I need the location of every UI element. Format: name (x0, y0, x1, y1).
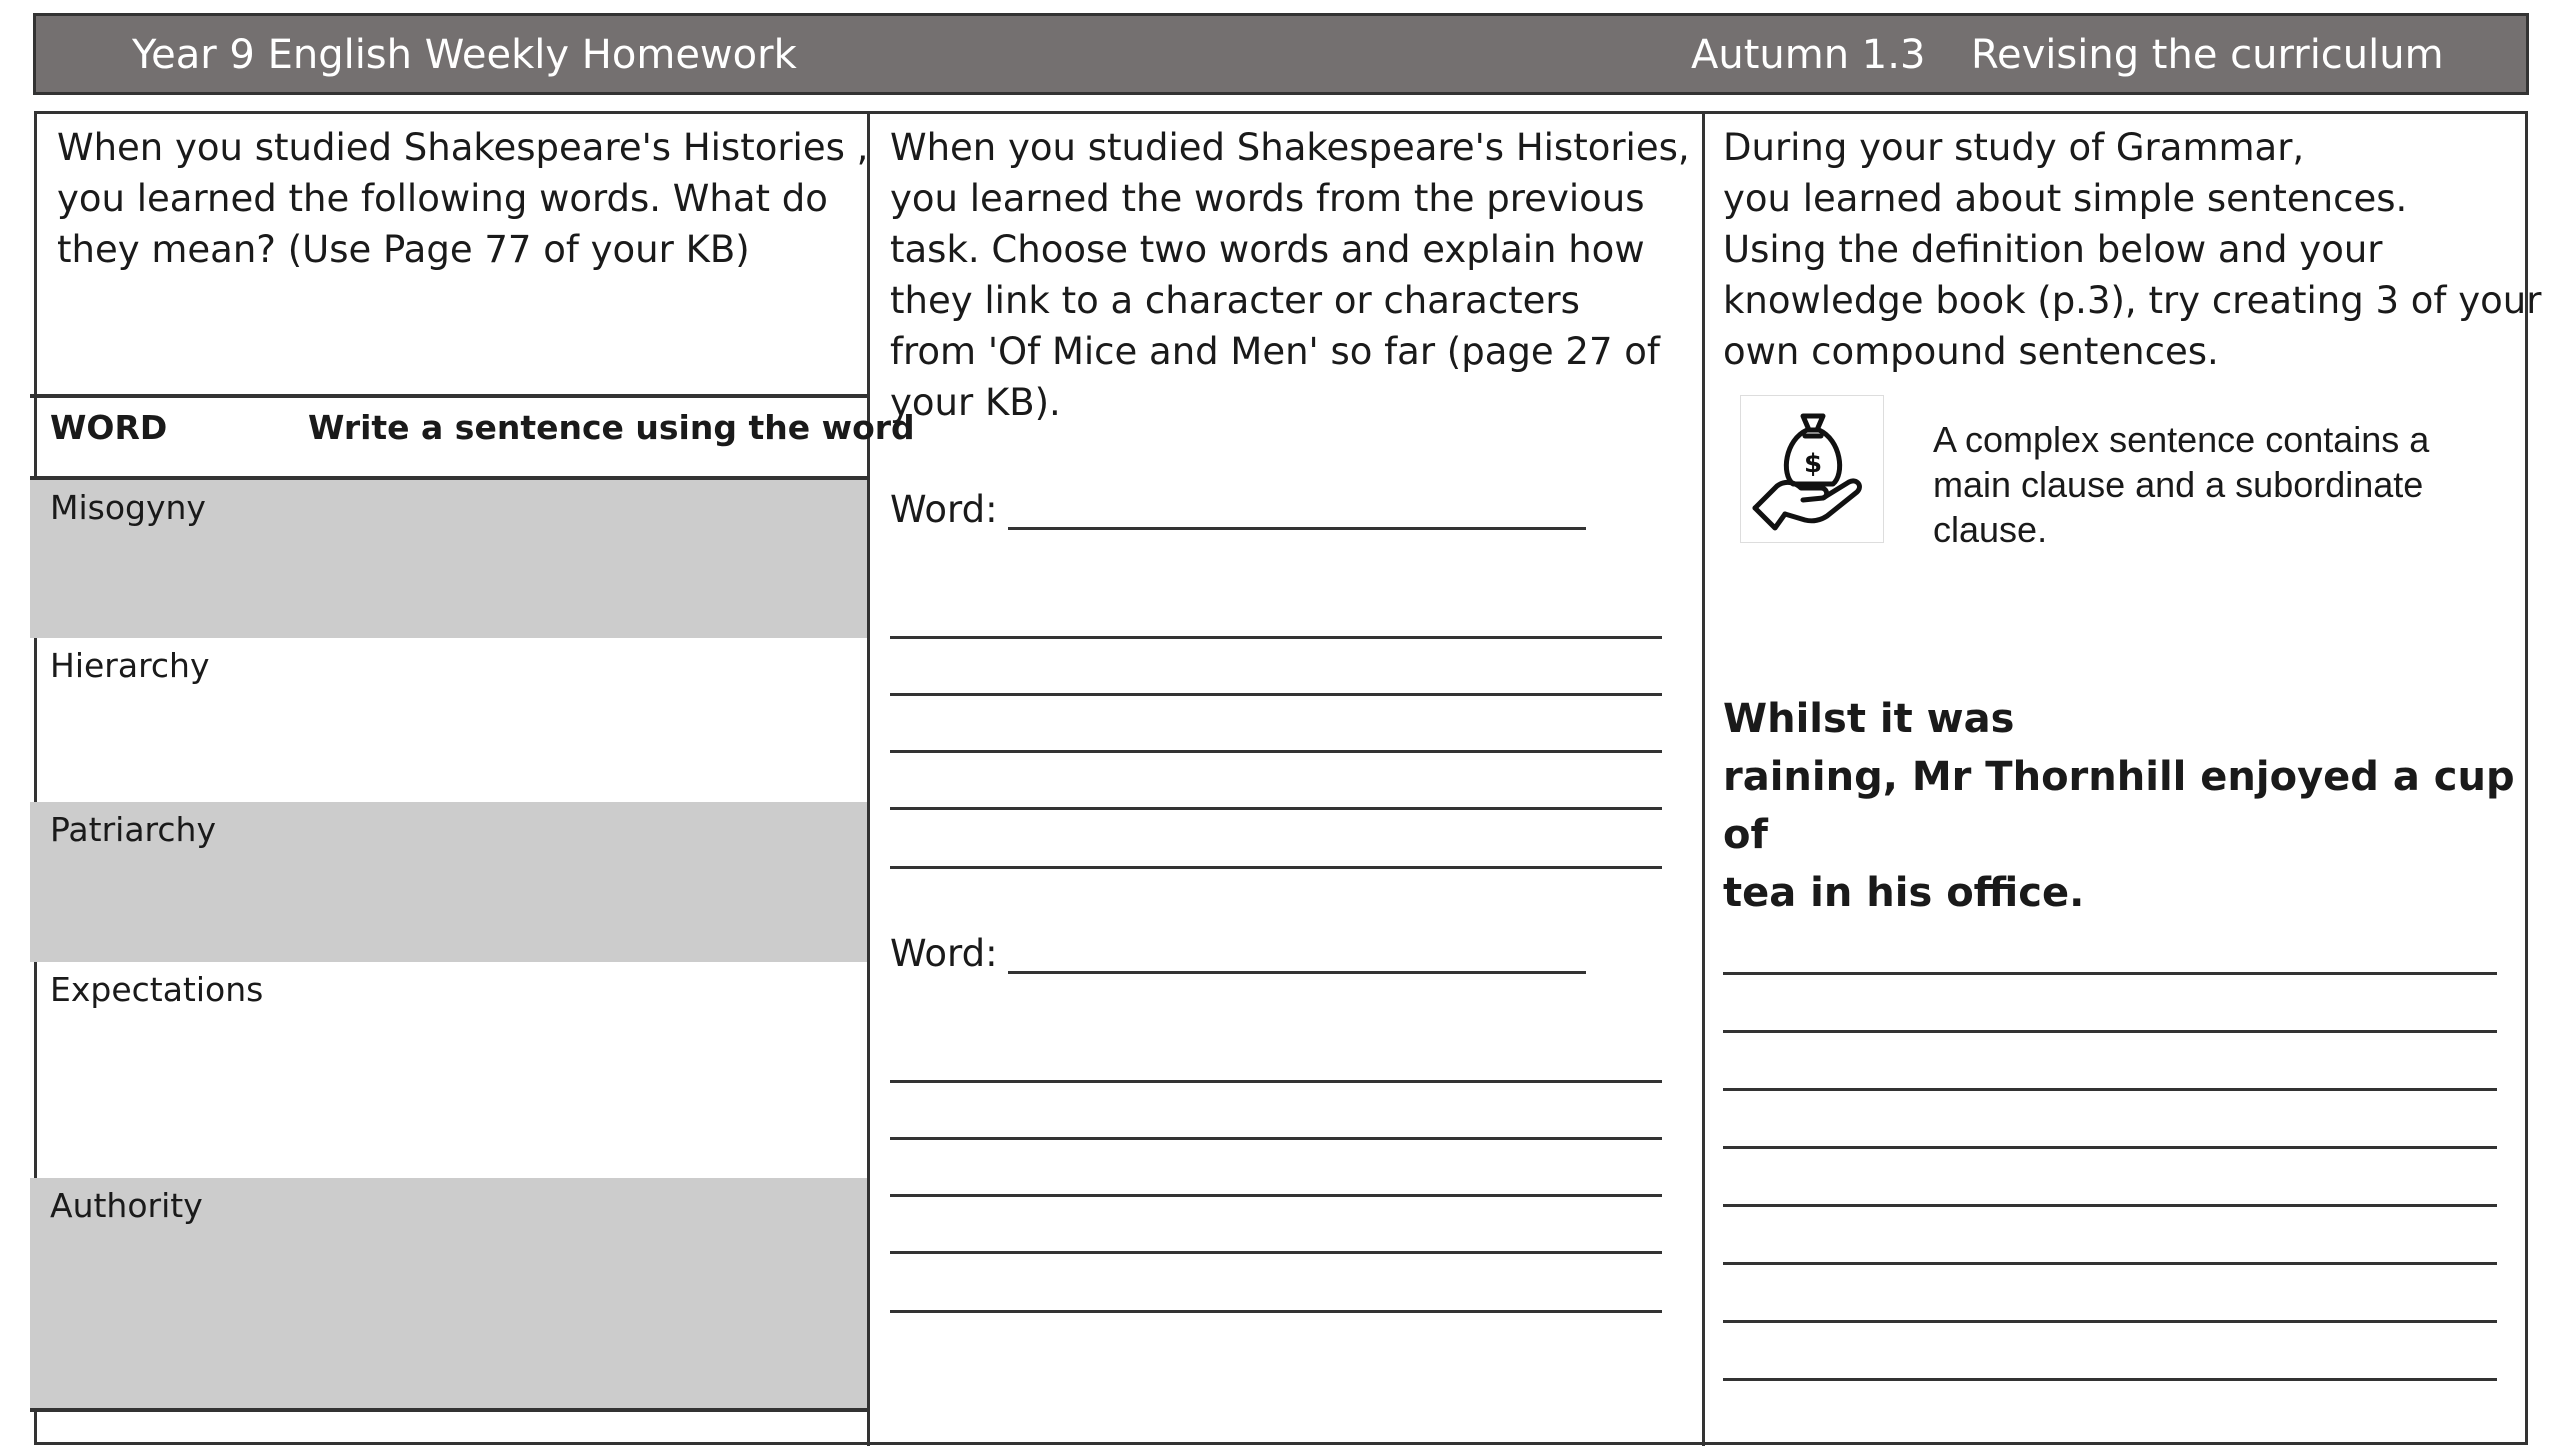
money-bag-hand-icon (1740, 395, 1884, 543)
answer-line[interactable] (1723, 1146, 2497, 1149)
column2-prompt: When you studied Shakespeare's Histories, you learned the words from the previous task. Choose two words and explain how they link to a character or characters from 'Of Mice and Men' so far (page 27 of your KB). (890, 126, 1690, 424)
word-label-1: Word: (890, 488, 998, 531)
page-title: Year 9 English Weekly Homework (132, 32, 797, 78)
table-header-word: WORD (50, 408, 168, 447)
table-row-misogyny[interactable] (30, 480, 867, 638)
word-1-answer-line[interactable] (1008, 527, 1586, 530)
answer-line[interactable] (890, 1137, 1662, 1140)
answer-line[interactable] (1723, 1088, 2497, 1091)
topic-label: Revising the curriculum (1971, 32, 2444, 78)
example-sentence: Whilst it was raining, Mr Thornhill enjoyed a cup of tea in his office. (1723, 696, 2515, 916)
word-label: Hierarchy (50, 646, 210, 685)
answer-line[interactable] (1723, 1030, 2497, 1033)
svg-text:$: $ (1803, 449, 1823, 479)
complex-sentence-definition: A complex sentence contains a main clause and a subordinate clause. (1933, 419, 2430, 550)
word-label: Misogyny (50, 488, 206, 527)
column-divider-2 (1702, 111, 1705, 1446)
answer-line[interactable] (890, 1310, 1662, 1313)
column3-prompt: During your study of Grammar, you learned about simple sentences. Using the definition below and your knowledge book (p.3), try creating 3 of your own compound sentences. (1723, 126, 2542, 373)
answer-line[interactable] (890, 1251, 1662, 1254)
answer-line[interactable] (890, 807, 1662, 810)
word-label: Authority (50, 1186, 203, 1225)
answer-line[interactable] (890, 1194, 1662, 1197)
answer-line[interactable] (890, 636, 1662, 639)
answer-line[interactable] (1723, 1204, 2497, 1207)
word-label: Patriarchy (50, 810, 216, 849)
column1-prompt: When you studied Shakespeare's Histories , you learned the following words. What do they mean? (Use Page 77 of your KB) (57, 126, 869, 271)
answer-line[interactable] (1723, 1320, 2497, 1323)
word-2-answer-line[interactable] (1008, 971, 1586, 974)
answer-line[interactable] (1723, 1378, 2497, 1381)
answer-line[interactable] (890, 1080, 1662, 1083)
answer-line[interactable] (1723, 972, 2497, 975)
table-row-expectations[interactable] (30, 962, 867, 1178)
table-row-patriarchy[interactable] (30, 802, 867, 962)
frame-bottom-border (34, 1442, 2528, 1445)
table-top-rule (30, 394, 867, 398)
unit-label: Autumn 1.3 (1691, 32, 1926, 78)
table-bottom-rule (30, 1408, 867, 1412)
column-divider-1 (867, 111, 870, 1446)
answer-line[interactable] (890, 750, 1662, 753)
table-header-sentence: Write a sentence using the word (308, 408, 915, 447)
word-label: Expectations (50, 970, 264, 1009)
table-row-hierarchy[interactable] (30, 638, 867, 802)
answer-line[interactable] (890, 693, 1662, 696)
table-row-authority[interactable] (30, 1178, 867, 1408)
answer-line[interactable] (1723, 1262, 2497, 1265)
answer-line[interactable] (890, 866, 1662, 869)
word-label-2: Word: (890, 932, 998, 975)
header-bar (33, 13, 2529, 95)
